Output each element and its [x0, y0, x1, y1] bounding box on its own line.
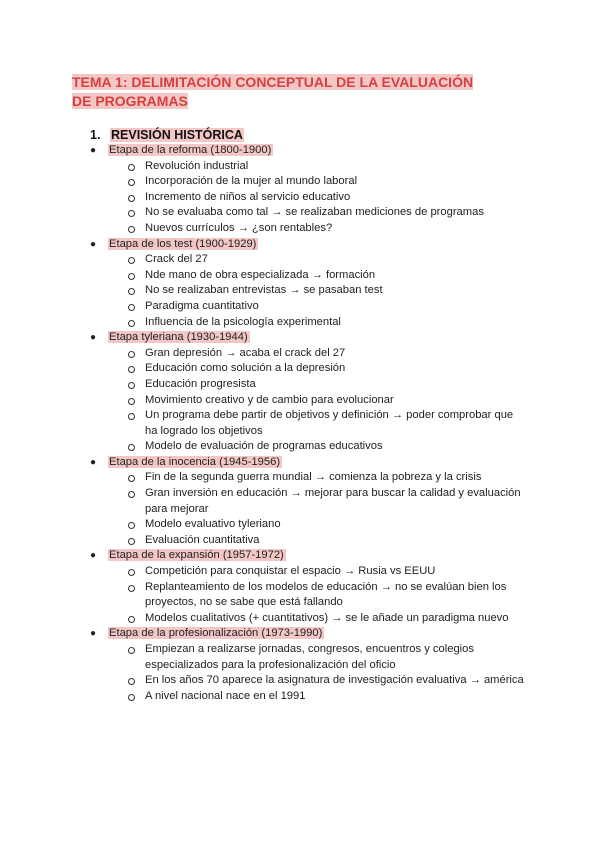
- list-item: [0, 393, 600, 409]
- list-item: [0, 517, 600, 533]
- bullet-icon: ●: [90, 332, 97, 344]
- list-item: [0, 205, 600, 221]
- etapa-label: Etapa de la inocencia (1945-1956): [109, 455, 281, 468]
- list-item-text: A nivel nacional nace en el 1991: [145, 689, 306, 702]
- list-item-text: Revolución industrial: [145, 159, 249, 172]
- list-item-text: Modelo evaluativo tyleriano: [145, 518, 281, 531]
- etapa-label: Etapa de la expansión (1957-1972): [109, 549, 284, 562]
- etapa-label: Etapa de los test (1900-1929): [109, 237, 257, 250]
- list-item: [0, 174, 600, 190]
- list-item-text: Influencia de la psicología experimental: [145, 315, 341, 328]
- circle-bullet-icon: [128, 366, 135, 373]
- list-item: [0, 221, 600, 237]
- bullet-icon: ●: [90, 628, 97, 640]
- list-item-text: Gran depresión → acaba el crack del 27: [145, 346, 346, 359]
- list-item: [0, 470, 600, 486]
- etapa-label: Etapa de la reforma (1800-1900): [109, 144, 272, 156]
- circle-bullet-icon: [128, 257, 135, 264]
- circle-bullet-icon: [128, 398, 135, 405]
- etapa-heading: [0, 626, 600, 642]
- circle-bullet-icon: [128, 522, 135, 529]
- etapa-heading: [0, 237, 600, 253]
- list-item: [0, 315, 600, 331]
- bullet-icon: ●: [90, 456, 97, 468]
- circle-bullet-icon: [128, 538, 135, 545]
- list-item: [0, 611, 600, 627]
- circle-bullet-icon: [128, 444, 135, 451]
- circle-bullet-icon: [128, 491, 135, 498]
- title-line-1: TEMA 1: DELIMITACIÓN CONCEPTUAL DE LA EVALUACIÓN: [72, 74, 474, 90]
- section-heading: [90, 126, 244, 144]
- list-item-text: Movimiento creativo y de cambio para evolucionar: [145, 393, 394, 406]
- circle-bullet-icon: [128, 413, 135, 420]
- etapa-heading: [0, 455, 600, 471]
- circle-bullet-icon: [128, 195, 135, 202]
- circle-bullet-icon: [128, 288, 135, 295]
- circle-bullet-icon: [128, 179, 135, 186]
- list-item-text: Crack del 27: [145, 253, 208, 266]
- list-item: [0, 346, 600, 362]
- list-item: [0, 533, 600, 549]
- etapas-list: [0, 143, 600, 704]
- etapa-heading: [0, 330, 600, 346]
- list-item-text: Modelo de evaluación de programas educativos: [145, 440, 383, 453]
- etapa-heading: [0, 143, 600, 159]
- list-item: [0, 486, 600, 517]
- circle-bullet-icon: [128, 647, 135, 654]
- list-item: [0, 408, 600, 439]
- section-number: 1.: [90, 128, 101, 142]
- list-item-text: En los años 70 aparece la asignatura de investigación evaluativa → américa: [145, 674, 524, 687]
- title-line-2: DE PROGRAMAS: [72, 93, 188, 109]
- circle-bullet-icon: [128, 351, 135, 358]
- list-item: [0, 642, 600, 673]
- list-item-text: No se evaluaba como tal → se realizaban mediciones de programas: [145, 206, 484, 219]
- circle-bullet-icon: [128, 210, 135, 217]
- section-label: REVISIÓN HISTÓRICA: [111, 128, 243, 142]
- list-item-text: Competición para conquistar el espacio → Rusia vs EEUU: [145, 565, 436, 578]
- list-item: [0, 673, 600, 689]
- list-item: [0, 190, 600, 206]
- list-item-text: No se realizaban entrevistas → se pasaban test: [145, 284, 383, 297]
- circle-bullet-icon: [128, 585, 135, 592]
- circle-bullet-icon: [128, 164, 135, 171]
- list-item-text: Paradigma cuantitativo: [145, 299, 259, 312]
- bullet-icon: ●: [90, 238, 97, 250]
- list-item-text: Nuevos currículos → ¿son rentables?: [145, 221, 333, 234]
- list-item: [0, 299, 600, 315]
- circle-bullet-icon: [128, 382, 135, 389]
- list-item: [0, 361, 600, 377]
- list-item: [0, 564, 600, 580]
- list-item-text: Empiezan a realizarse jornadas, congresos, encuentros y colegios especializados para la profesionalización del oficio: [145, 643, 474, 671]
- list-item: [0, 252, 600, 268]
- list-item: [0, 439, 600, 455]
- list-item-text: Modelos cualitativos (+ cuantitativos) → se le añade un paradigma nuevo: [145, 611, 509, 624]
- circle-bullet-icon: [128, 678, 135, 685]
- circle-bullet-icon: [128, 475, 135, 482]
- list-item-text: Educación progresista: [145, 377, 256, 390]
- circle-bullet-icon: [128, 320, 135, 327]
- list-item-text: Evaluación cuantitativa: [145, 533, 260, 546]
- list-item: [0, 283, 600, 299]
- list-item-text: Educación como solución a la depresión: [145, 362, 346, 375]
- etapa-heading: [0, 548, 600, 564]
- circle-bullet-icon: [128, 273, 135, 280]
- list-item: [0, 159, 600, 175]
- circle-bullet-icon: [128, 569, 135, 576]
- circle-bullet-icon: [128, 616, 135, 623]
- document-title: [72, 73, 522, 111]
- circle-bullet-icon: [128, 304, 135, 311]
- circle-bullet-icon: [128, 226, 135, 233]
- list-item: [0, 689, 600, 705]
- etapa-label: Etapa tyleriana (1930-1944): [109, 331, 248, 344]
- etapa-label: Etapa de la profesionalización (1973-1990): [109, 627, 323, 640]
- list-item: [0, 580, 600, 611]
- bullet-icon: ●: [90, 145, 97, 156]
- list-item-text: Replanteamiento de los modelos de educación → no se evalúan bien los proyectos, no se sabe que está fallando: [145, 580, 507, 609]
- list-item: [0, 377, 600, 393]
- list-item-text: Incremento de niños al servicio educativo: [145, 190, 351, 203]
- circle-bullet-icon: [128, 694, 135, 701]
- list-item-text: Nde mano de obra especializada → formación: [145, 268, 376, 281]
- bullet-icon: ●: [90, 550, 97, 562]
- list-item-text: Un programa debe partir de objetivos y definición → poder comprobar que ha logrado los objetivos: [145, 409, 514, 437]
- list-item-text: Fin de la segunda guerra mundial → comienza la pobreza y la crisis: [145, 471, 482, 484]
- list-item-text: Gran inversión en educación → mejorar para buscar la calidad y evaluación para mejorar: [145, 487, 521, 515]
- list-item-text: Incorporación de la mujer al mundo laboral: [145, 175, 358, 188]
- list-item: [0, 268, 600, 284]
